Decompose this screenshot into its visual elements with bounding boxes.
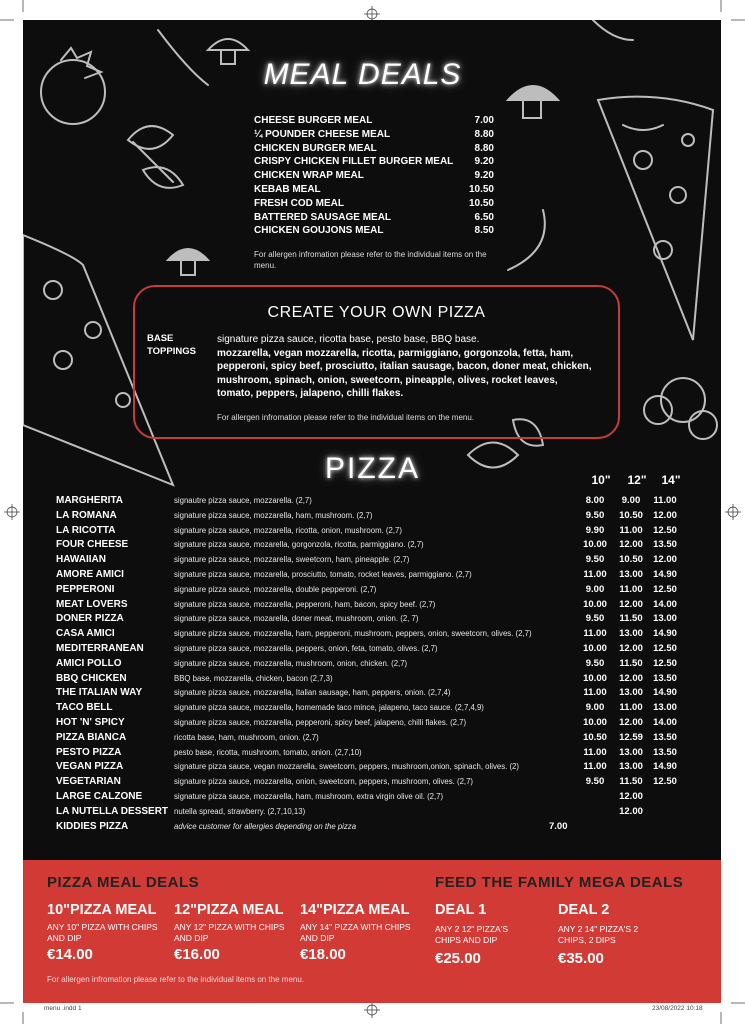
meal-name: CHICKEN WRAP MEAL: [254, 170, 364, 182]
pizza-name: MARGHERITA: [56, 495, 124, 506]
deal-title: 14"PIZZA MEAL: [300, 902, 410, 918]
pizza-row: [56, 583, 686, 598]
pizza-price-10: 11.00: [583, 761, 607, 773]
mushroom-icon: [208, 39, 248, 64]
pizza-price-10: 10.00: [583, 598, 607, 610]
toppings-label: TOPPINGS: [147, 346, 196, 357]
deal-desc: ANY 2 14" PIZZA'S 2 CHIPS, 2 DIPS: [558, 924, 639, 945]
pizza-price-10: 10.50: [583, 731, 607, 743]
deal-title: 12"PIZZA MEAL: [174, 902, 284, 918]
pizza-row: [56, 672, 686, 687]
kiddies-price: 7.00: [549, 821, 568, 832]
pizza-row: [56, 494, 686, 509]
meal-deal-item: [254, 155, 494, 169]
pizza-price-10: 9.00: [585, 583, 605, 595]
pizza-row: [56, 568, 686, 583]
pizza-description: advice customer for allergies depending on the pizza: [174, 821, 357, 831]
deal-title: DEAL 2: [558, 902, 610, 918]
pizza-row: [56, 805, 686, 820]
pizza-price-12: 11.00: [619, 702, 643, 714]
pizza-price-14: 14.90: [653, 687, 677, 699]
pizza-description: pesto base, ricotta, mushroom, tomato, onion. (2,7,10): [174, 747, 362, 757]
pizza-price-12: 12.00: [619, 642, 643, 654]
mushroom-icon: [508, 86, 558, 118]
tomato-icon: [41, 48, 105, 124]
meal-name: ¼ POUNDER CHEESE MEAL: [254, 128, 391, 140]
pizza-price-12: 11.00: [619, 524, 643, 536]
pizza-name: PESTO PIZZA: [56, 746, 122, 758]
deal-title: DEAL 1: [435, 902, 487, 918]
allergen-note: For allergen infromation please refer to the individual items on the menu.: [254, 250, 487, 270]
create-pizza-options: [217, 333, 592, 401]
pizza-price-12: 13.00: [619, 746, 643, 758]
pizza-price-14: 14.00: [653, 716, 677, 728]
meal-deal-item: [254, 183, 494, 197]
pizza-price-12: 12.00: [619, 672, 643, 684]
meal-price: 10.50: [468, 183, 494, 195]
pizza-price-14: 12.50: [653, 657, 677, 669]
pizza-price-10: 11.00: [583, 628, 607, 640]
pizza-price-10: 9.90: [585, 524, 605, 536]
meal-name: FRESH COD MEAL: [254, 197, 344, 209]
pizza-price-10: 11.00: [583, 746, 607, 758]
pizza-name: CASA AMICI: [56, 628, 115, 640]
pizza-price-10: 9.00: [585, 702, 605, 714]
pizza-price-14: 14.90: [653, 568, 677, 580]
pizza-description: signature pizza sauce, mozzarella, mushroom, onion, chicken. (2,7): [174, 658, 408, 668]
pepper-ring-icon: [508, 210, 545, 270]
topping-options: mozzarella, vegan mozzarella, ricotta, parmiggiano, gorgonzola, fetta, ham, pepperoni, spicy beef, prosciutto, italian sausage, bacon, doner meat, chicken, mushroom, spinach, onion, sweetcorn, pineapple, olives, rocket leaves, tomato, peppers, jalapeno, chilli flakes.: [217, 347, 592, 399]
pizza-price-14: 13.50: [653, 746, 677, 758]
pizza-description: ricotta base, ham, mushroom, onion. (2,7): [174, 732, 319, 742]
pizza-price-12: 11.00: [619, 583, 643, 595]
pizza-price-14: 12.50: [653, 524, 677, 536]
pizza-price-12: 12.59: [619, 731, 643, 743]
deal-price: €18.00: [300, 946, 346, 963]
pizza-description: signature pizza sauce, mozzarella, pepperoni, spicy beef, jalapeno, chilli flakes. (2,7): [174, 717, 467, 727]
pizza-row: [56, 716, 686, 731]
deal-desc: ANY 14" PIZZA WITH CHIPS AND DIP: [300, 922, 411, 943]
size-header-14: 14": [661, 473, 681, 487]
pizza-description: signature pizza sauce, mozzarella, homemade taco mince, jalapeno, taco sauce. (2,7,4,9): [174, 703, 484, 713]
pizza-price-12: 12.00: [619, 790, 643, 802]
meal-name: KEBAB MEAL: [254, 183, 321, 195]
pizza-description: signature pizza sauce, mozzarella, ricotta, onion, mushroom. (2,7): [174, 525, 402, 535]
pizza-price-12: 12.00: [619, 805, 643, 817]
meal-price: 8.80: [474, 142, 494, 154]
pizza-price-14: 13.00: [653, 702, 677, 714]
base-label: BASE: [147, 333, 174, 344]
pizza-description: signature pizza sauce, mozzarella, ham, mushroom. (2,7): [174, 510, 373, 520]
meal-deals-title: MEAL DEALS: [263, 58, 462, 91]
deal-price: €25.00: [435, 950, 481, 967]
pizza-name: FOUR CHEESE: [56, 539, 129, 551]
meal-deal-item: [254, 197, 494, 211]
pizza-row: [56, 775, 686, 790]
pizza-price-14: 12.50: [653, 583, 677, 595]
pizza-name: MEDITERRANEAN: [56, 642, 144, 654]
pizza-description: signature pizza sauce, mozzarella, ham, pepperoni, mushroom, peppers, onion, sweetcorn, olives. (2,7): [174, 629, 532, 639]
pizza-description: signature pizza sauce, vegan mozzarella, sweetcorn, peppers, mushroom,onion, spinach, olives. (2): [174, 762, 519, 772]
pizza-name: MEAT LOVERS: [56, 598, 128, 610]
meal-price: 10.50: [468, 197, 494, 209]
print-slug-date: 23/08/2022 10:18: [652, 1005, 703, 1012]
pizza-price-14: 14.90: [653, 761, 677, 773]
pizza-price-12: 11.50: [619, 613, 643, 625]
pizza-description: signature pizza sauce, mozzarella, double pepperoni. (2,7): [174, 584, 377, 594]
meal-deals-list: [254, 114, 494, 238]
pizza-name: LA RICOTTA: [56, 524, 116, 536]
pizza-row: [56, 612, 686, 627]
deal-desc: ANY 12" PIZZA WITH CHIPS AND DIP: [174, 922, 285, 943]
meal-name: CRISPY CHICKEN FILLET BURGER MEAL: [254, 156, 454, 168]
allergen-note: For allergen infromation please refer to the individual items on the menu.: [47, 975, 305, 984]
pizza-row: [56, 598, 686, 613]
pizza-price-12: 12.00: [619, 716, 643, 728]
pizza-description: signature pizza sauce, mozzarella, sweetcorn, ham, pineapple. (2,7): [174, 555, 410, 565]
meal-name: CHICKEN BURGER MEAL: [254, 142, 377, 154]
meal-price: 9.20: [474, 170, 494, 182]
pizza-price-10: 10.00: [583, 716, 607, 728]
pizza-name: PEPPERONI: [56, 583, 115, 595]
pizza-row: [56, 509, 686, 524]
pizza-row: [56, 553, 686, 568]
pizza-price-14: 13.50: [653, 672, 677, 684]
pizza-row: [56, 731, 686, 746]
pizza-price-10: 11.00: [583, 568, 607, 580]
pizza-price-12: 9.00: [621, 495, 641, 506]
deal-desc: ANY 10" PIZZA WITH CHIPS AND DIP: [47, 922, 158, 943]
pizza-name: KIDDIES PIZZA: [56, 820, 129, 832]
pepper-icon: [644, 378, 717, 439]
pizza-name: VEGETARIAN: [56, 776, 121, 788]
pizza-description: signautre pizza sauce, mozzarella. (2,7): [174, 496, 312, 505]
pizza-price-14: 12.50: [653, 776, 677, 788]
pizza-name: LA NUTELLA DESSERT: [56, 805, 169, 817]
print-slug-file: menu .indd 1: [44, 1005, 82, 1012]
pizza-price-14: 11.00: [653, 495, 677, 506]
pizza-price-10: 10.00: [583, 642, 607, 654]
pizza-description: nutella spread, strawberry. (2,7,10,13): [174, 806, 306, 816]
pizza-row: [56, 686, 686, 701]
pizza-price-10: 8.00: [585, 495, 605, 506]
deals-band: [23, 860, 721, 1003]
pizza-row: [56, 790, 686, 805]
pizza-name: LA ROMANA: [56, 509, 117, 521]
meal-deal-item: [254, 169, 494, 183]
meal-deal-item: [254, 142, 494, 156]
allergen-note: For allergen infromation please refer to the individual items on the menu.: [217, 413, 475, 422]
meal-name: CHICKEN GOUJONS MEAL: [254, 225, 384, 237]
pizza-price-10: 10.00: [583, 539, 607, 551]
pizza-price-12: 12.00: [619, 598, 643, 610]
deal-price: €14.00: [47, 946, 93, 963]
pizza-row: [56, 627, 686, 642]
pizza-price-12: 10.50: [619, 509, 643, 521]
pizza-price-12: 13.00: [619, 761, 643, 773]
pizza-name: LARGE CALZONE: [56, 790, 143, 802]
pizza-description: signature pizza sauce, mozarella, prosciutto, tomato, rocket leaves, parmiggiano. (2,7): [174, 569, 472, 579]
meal-price: 8.50: [474, 225, 494, 237]
pizza-price-10: 9.50: [585, 613, 605, 625]
pizza-price-10: 9.50: [585, 776, 605, 788]
pizza-name: TACO BELL: [56, 702, 113, 714]
pizza-description: signature pizza sauce, mozzarella, onion, sweetcorn, peppers, mushroom, olives. (2,7): [174, 777, 474, 787]
deal-price: €16.00: [174, 946, 220, 963]
pizza-list: [56, 494, 686, 834]
pizza-row: [56, 642, 686, 657]
pizza-row: [56, 760, 686, 775]
pizza-price-12: 13.00: [619, 568, 643, 580]
pizza-description: signature pizza sauce, mozzarella, ham, mushroom, extra virgin olive oil. (2,7): [174, 791, 444, 801]
pizza-row: [56, 820, 686, 835]
mushroom-icon: [168, 249, 208, 275]
menu-sheet: [23, 20, 721, 1003]
pizza-price-14: 12.50: [653, 642, 677, 654]
pizza-row: [56, 524, 686, 539]
create-your-own-pizza-box: [133, 285, 620, 439]
pizza-price-10: 10.00: [583, 672, 607, 684]
deal-title: 10"PIZZA MEAL: [47, 902, 157, 918]
pizza-name: PIZZA BIANCA: [56, 731, 127, 743]
pizza-name: HAWAIIAN: [56, 554, 106, 566]
deal-desc: ANY 2 12" PIZZA'S CHIPS AND DIP: [435, 924, 508, 945]
meal-name: CHEESE BURGER MEAL: [254, 115, 373, 126]
pizza-description: signature pizza sauce, mozzarella, pepperoni, ham, bacon, spicy beef. (2,7): [174, 599, 436, 609]
pizza-price-14: 13.00: [653, 613, 677, 625]
pizza-row: [56, 746, 686, 761]
deal-price: €35.00: [558, 950, 604, 967]
pizza-name: AMICI POLLO: [56, 657, 122, 669]
meal-price: 6.50: [474, 211, 494, 223]
pizza-description: signature pizza sauce, mozarella, doner meat, mushroom, onion. (2, 7): [174, 614, 419, 624]
pizza-meal-deals-header: PIZZA MEAL DEALS: [47, 874, 200, 891]
pizza-price-14: 14.00: [653, 598, 677, 610]
meal-deal-item: [254, 211, 494, 225]
pizza-price-12: 13.00: [619, 628, 643, 640]
pizza-row: [56, 538, 686, 553]
pizza-title: PIZZA: [325, 452, 421, 485]
pepper-ring-icon: [593, 20, 633, 40]
meal-deal-item: [254, 224, 494, 238]
pizza-price-12: 13.00: [619, 687, 643, 699]
pizza-price-14: 13.50: [653, 731, 677, 743]
meal-deal-item: [254, 128, 494, 142]
pizza-price-12: 11.50: [619, 657, 643, 669]
pizza-price-14: 12.00: [653, 509, 677, 521]
meal-name: BATTERED SAUSAGE MEAL: [254, 211, 392, 223]
pizza-price-10: 9.50: [585, 554, 605, 566]
pizza-row: [56, 701, 686, 716]
pizza-name: THE ITALIAN WAY: [56, 687, 143, 699]
family-deals-header: FEED THE FAMILY MEGA DEALS: [435, 874, 684, 891]
pizza-description: BBQ base, mozzarella, chicken, bacon (2,7,3): [174, 673, 333, 683]
pizza-description: signature pizza sauce, mozarella, gorgonzola, ricotta, parmiggiano. (2,7): [174, 540, 424, 550]
pizza-name: DONER PIZZA: [56, 613, 124, 625]
size-header-12: 12": [627, 473, 647, 487]
base-options: signature pizza sauce, ricotta base, pesto base, BBQ base.: [217, 334, 480, 345]
pizza-price-14: 14.90: [653, 628, 677, 640]
pepper-ring-icon: [158, 30, 208, 85]
pizza-description: signature pizza sauce, mozzarella, Italian sausage, ham, peppers, onion. (2,7,4): [174, 688, 451, 698]
pizza-name: AMORE AMICI: [56, 568, 124, 580]
meal-price: 7.00: [474, 115, 494, 126]
pizza-name: VEGAN PIZZA: [56, 761, 124, 773]
pizza-price-14: 13.50: [653, 539, 677, 551]
meal-price: 9.20: [474, 156, 494, 168]
pizza-price-10: 11.00: [583, 687, 607, 699]
pizza-price-12: 12.00: [619, 539, 643, 551]
pizza-row: [56, 657, 686, 672]
pizza-description: signature pizza sauce, mozzarella, peppers, onion, feta, tomato, olives. (2,7): [174, 643, 438, 653]
size-header-10: 10": [591, 473, 611, 487]
pizza-price-14: 12.00: [653, 554, 677, 566]
pizza-price-10: 9.50: [585, 509, 605, 521]
pizza-price-12: 11.50: [619, 776, 643, 788]
pizza-name: HOT 'N' SPICY: [56, 716, 125, 728]
meal-deal-item: [254, 114, 494, 128]
pizza-price-12: 10.50: [619, 554, 643, 566]
meal-price: 8.80: [474, 128, 494, 140]
pizza-price-10: 9.50: [585, 657, 605, 669]
create-pizza-title: CREATE YOUR OWN PIZZA: [267, 304, 486, 321]
pizza-name: BBQ CHICKEN: [56, 672, 127, 684]
basil-leaf-icon: [128, 126, 183, 188]
